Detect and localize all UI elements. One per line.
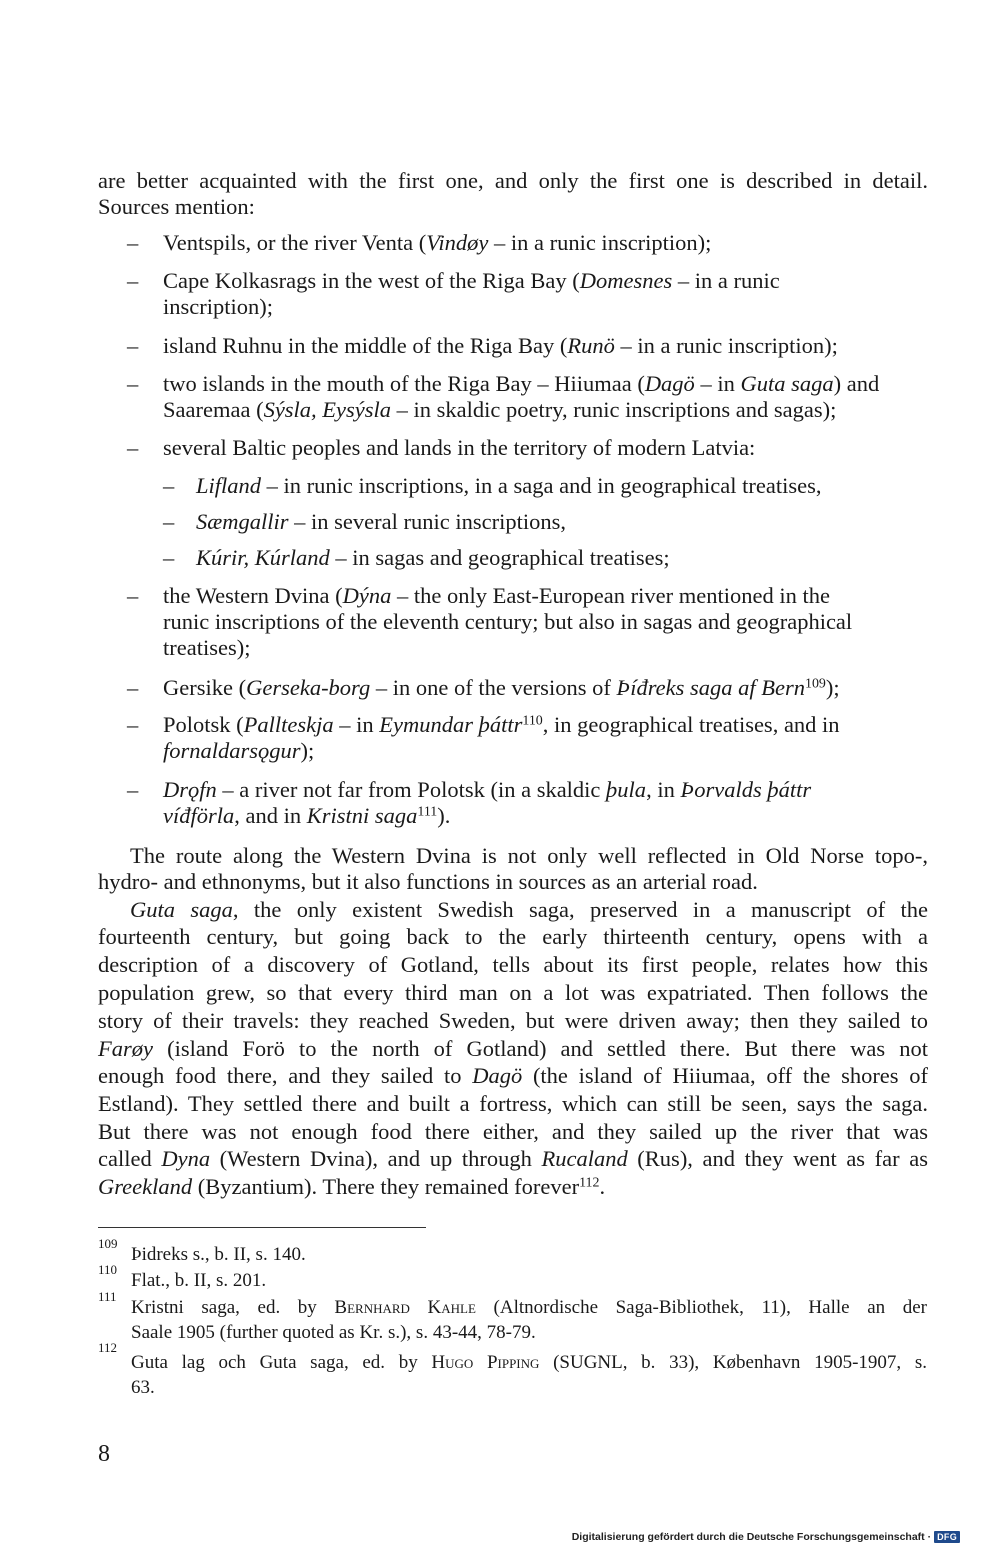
sublist-item-saemgallir: Sæmgallir – in several runic inscriptions, (196, 509, 566, 534)
list-item-two-islands: two islands in the mouth of the Riga Bay – Hiiumaa (Dagö – in Guta saga) and (163, 371, 880, 396)
list-item-polotsk-cont: fornaldarsǫgur); (163, 738, 315, 763)
credit-text: Digitalisierung gefördert durch die Deutsche Forschungsgemeinschaft · (571, 1531, 932, 1543)
intro-line-2: Sources mention: (98, 194, 255, 219)
footnote-separator (98, 1227, 426, 1228)
list-item-baltic-peoples: several Baltic peoples and lands in the territory of modern Latvia: (163, 435, 756, 460)
list-dash: – (127, 435, 139, 460)
footnote-ref-109: 109 (804, 676, 826, 692)
list-dash: – (127, 230, 139, 255)
footnote-number-110: 110 (98, 1262, 118, 1277)
paragraph-guta-line-3: description of a discovery of Gotland, tells about its first people, relates how this (98, 952, 928, 977)
paragraph-guta-line-6: Farøy (island Forö to the north of Gotland) and settled there. But there was not (98, 1036, 928, 1061)
paragraph-guta-line-1: Guta saga, the only existent Swedish saga, preserved in a manuscript of the (130, 897, 928, 922)
footnote-109: Þidreks s., b. II, s. 140. (131, 1244, 306, 1265)
footnote-111-line-1: Kristni saga, ed. by Bernhard Kahle (Altnordische Saga-Bibliothek, 11), Halle an der (131, 1297, 927, 1318)
dfg-logo: DFG (934, 1531, 960, 1543)
paragraph-guta-line-5: story of their travels: they reached Sweden, but were driven away; then they sailed to (98, 1008, 928, 1033)
footnote-ref-111: 111 (417, 804, 438, 820)
footnote-ref-112: 112 (579, 1175, 600, 1191)
list-item-drofn-cont: víđförla, and in Kristni saga$^{111}$). (163, 803, 451, 828)
list-item-drofn: Drǫfn – a river not far from Polotsk (in a skaldic þula, in Þorvalds þáttr (163, 777, 812, 802)
footnote-ref-110: 110 (522, 713, 543, 729)
paragraph-guta-line-10: called Dyna (Western Dvina), and up through Rucaland (Rus), and they went as far as (98, 1146, 928, 1171)
footnote-number-112: 112 (98, 1340, 118, 1355)
footnote-number-111: 111 (98, 1289, 117, 1304)
list-dash: – (127, 777, 139, 802)
sublist-item-lifland: Lifland – in runic inscriptions, in a saga and in geographical treatises, (196, 473, 822, 498)
footnote-111-line-2: Saale 1905 (further quoted as Kr. s.), s. 43-44, 78-79. (131, 1322, 536, 1343)
list-dash: – (127, 371, 139, 396)
list-dash: – (127, 675, 139, 700)
footnote-112-line-1: Guta lag och Guta saga, ed. by Hugo Pipping (SUGNL, b. 33), København 1905-1907, s. (131, 1352, 927, 1373)
list-item-dvina: the Western Dvina (Dýna – the only East-European river mentioned in the (163, 583, 830, 608)
paragraph-guta-line-2: fourteenth century, but going back to the early thirteenth century, opens with a (98, 924, 928, 949)
footnote-112-line-2: 63. (131, 1377, 155, 1398)
sublist-dash: – (163, 509, 175, 534)
list-dash: – (127, 583, 139, 608)
list-item-polotsk: Polotsk (Pallteskja – in Eymundar þáttr$^{110}$, in geographical treatises, and in (163, 712, 840, 737)
sublist-item-kurland: Kúrir, Kúrland – in sagas and geographical treatises; (196, 545, 670, 570)
paragraph-guta-line-7: enough food there, and they sailed to Dagö (the island of Hiiumaa, off the shores of (98, 1063, 929, 1088)
list-dash: – (127, 268, 139, 293)
digitization-credit (572, 1531, 960, 1543)
paragraph-guta-line-4: population grew, so that every third man on a lot was expatriated. Then follows the (98, 980, 928, 1005)
list-dash: – (127, 712, 139, 737)
list-item-kolkasrags: Cape Kolkasrags in the west of the Riga Bay (Domesnes – in a runic (163, 268, 780, 293)
footnote-110: Flat., b. II, s. 201. (131, 1270, 267, 1291)
footnote-number-109: 109 (98, 1236, 118, 1251)
paragraph-guta-line-11: Greekland (Byzantium). There they remained forever$^{112}$. (98, 1174, 606, 1199)
list-dash: – (127, 333, 139, 358)
list-item-dvina-cont-1: runic inscriptions of the eleventh century; but also in sagas and geographical (163, 609, 853, 634)
list-item-gersike: Gersike (Gerseka-borg – in one of the versions of Þíđreks saga af Bern$^{109}$); (163, 675, 840, 700)
sublist-dash: – (163, 473, 175, 498)
list-item-ruhnu: island Ruhnu in the middle of the Riga Bay (Runö – in a runic inscription); (163, 333, 838, 358)
list-item-dvina-cont-2: treatises); (163, 635, 251, 660)
paragraph-guta-line-9: But there was not enough food there either, and they sailed up the river that was (98, 1119, 928, 1144)
list-item-venta: Ventspils, or the river Venta (Vindøy – in a runic inscription); (163, 230, 712, 255)
paragraph-guta-line-8: Estland). They settled there and built a fortress, which can still be seen, says the saga. (98, 1091, 928, 1116)
page-number: 8 (98, 1441, 110, 1467)
intro-line-1: are better acquainted with the first one, and only the first one is described in detail. (98, 168, 928, 193)
paragraph-route-line-2: hydro- and ethnonyms, but it also functions in sources as an arterial road. (98, 869, 758, 894)
paragraph-route-line-1: The route along the Western Dvina is not only well reflected in Old Norse topo-, (130, 843, 928, 868)
sublist-dash: – (163, 545, 175, 570)
list-item-two-islands-cont: Saaremaa (Sýsla, Eysýsla – in skaldic poetry, runic inscriptions and sagas); (163, 397, 837, 422)
list-item-kolkasrags-cont: inscription); (163, 294, 273, 319)
